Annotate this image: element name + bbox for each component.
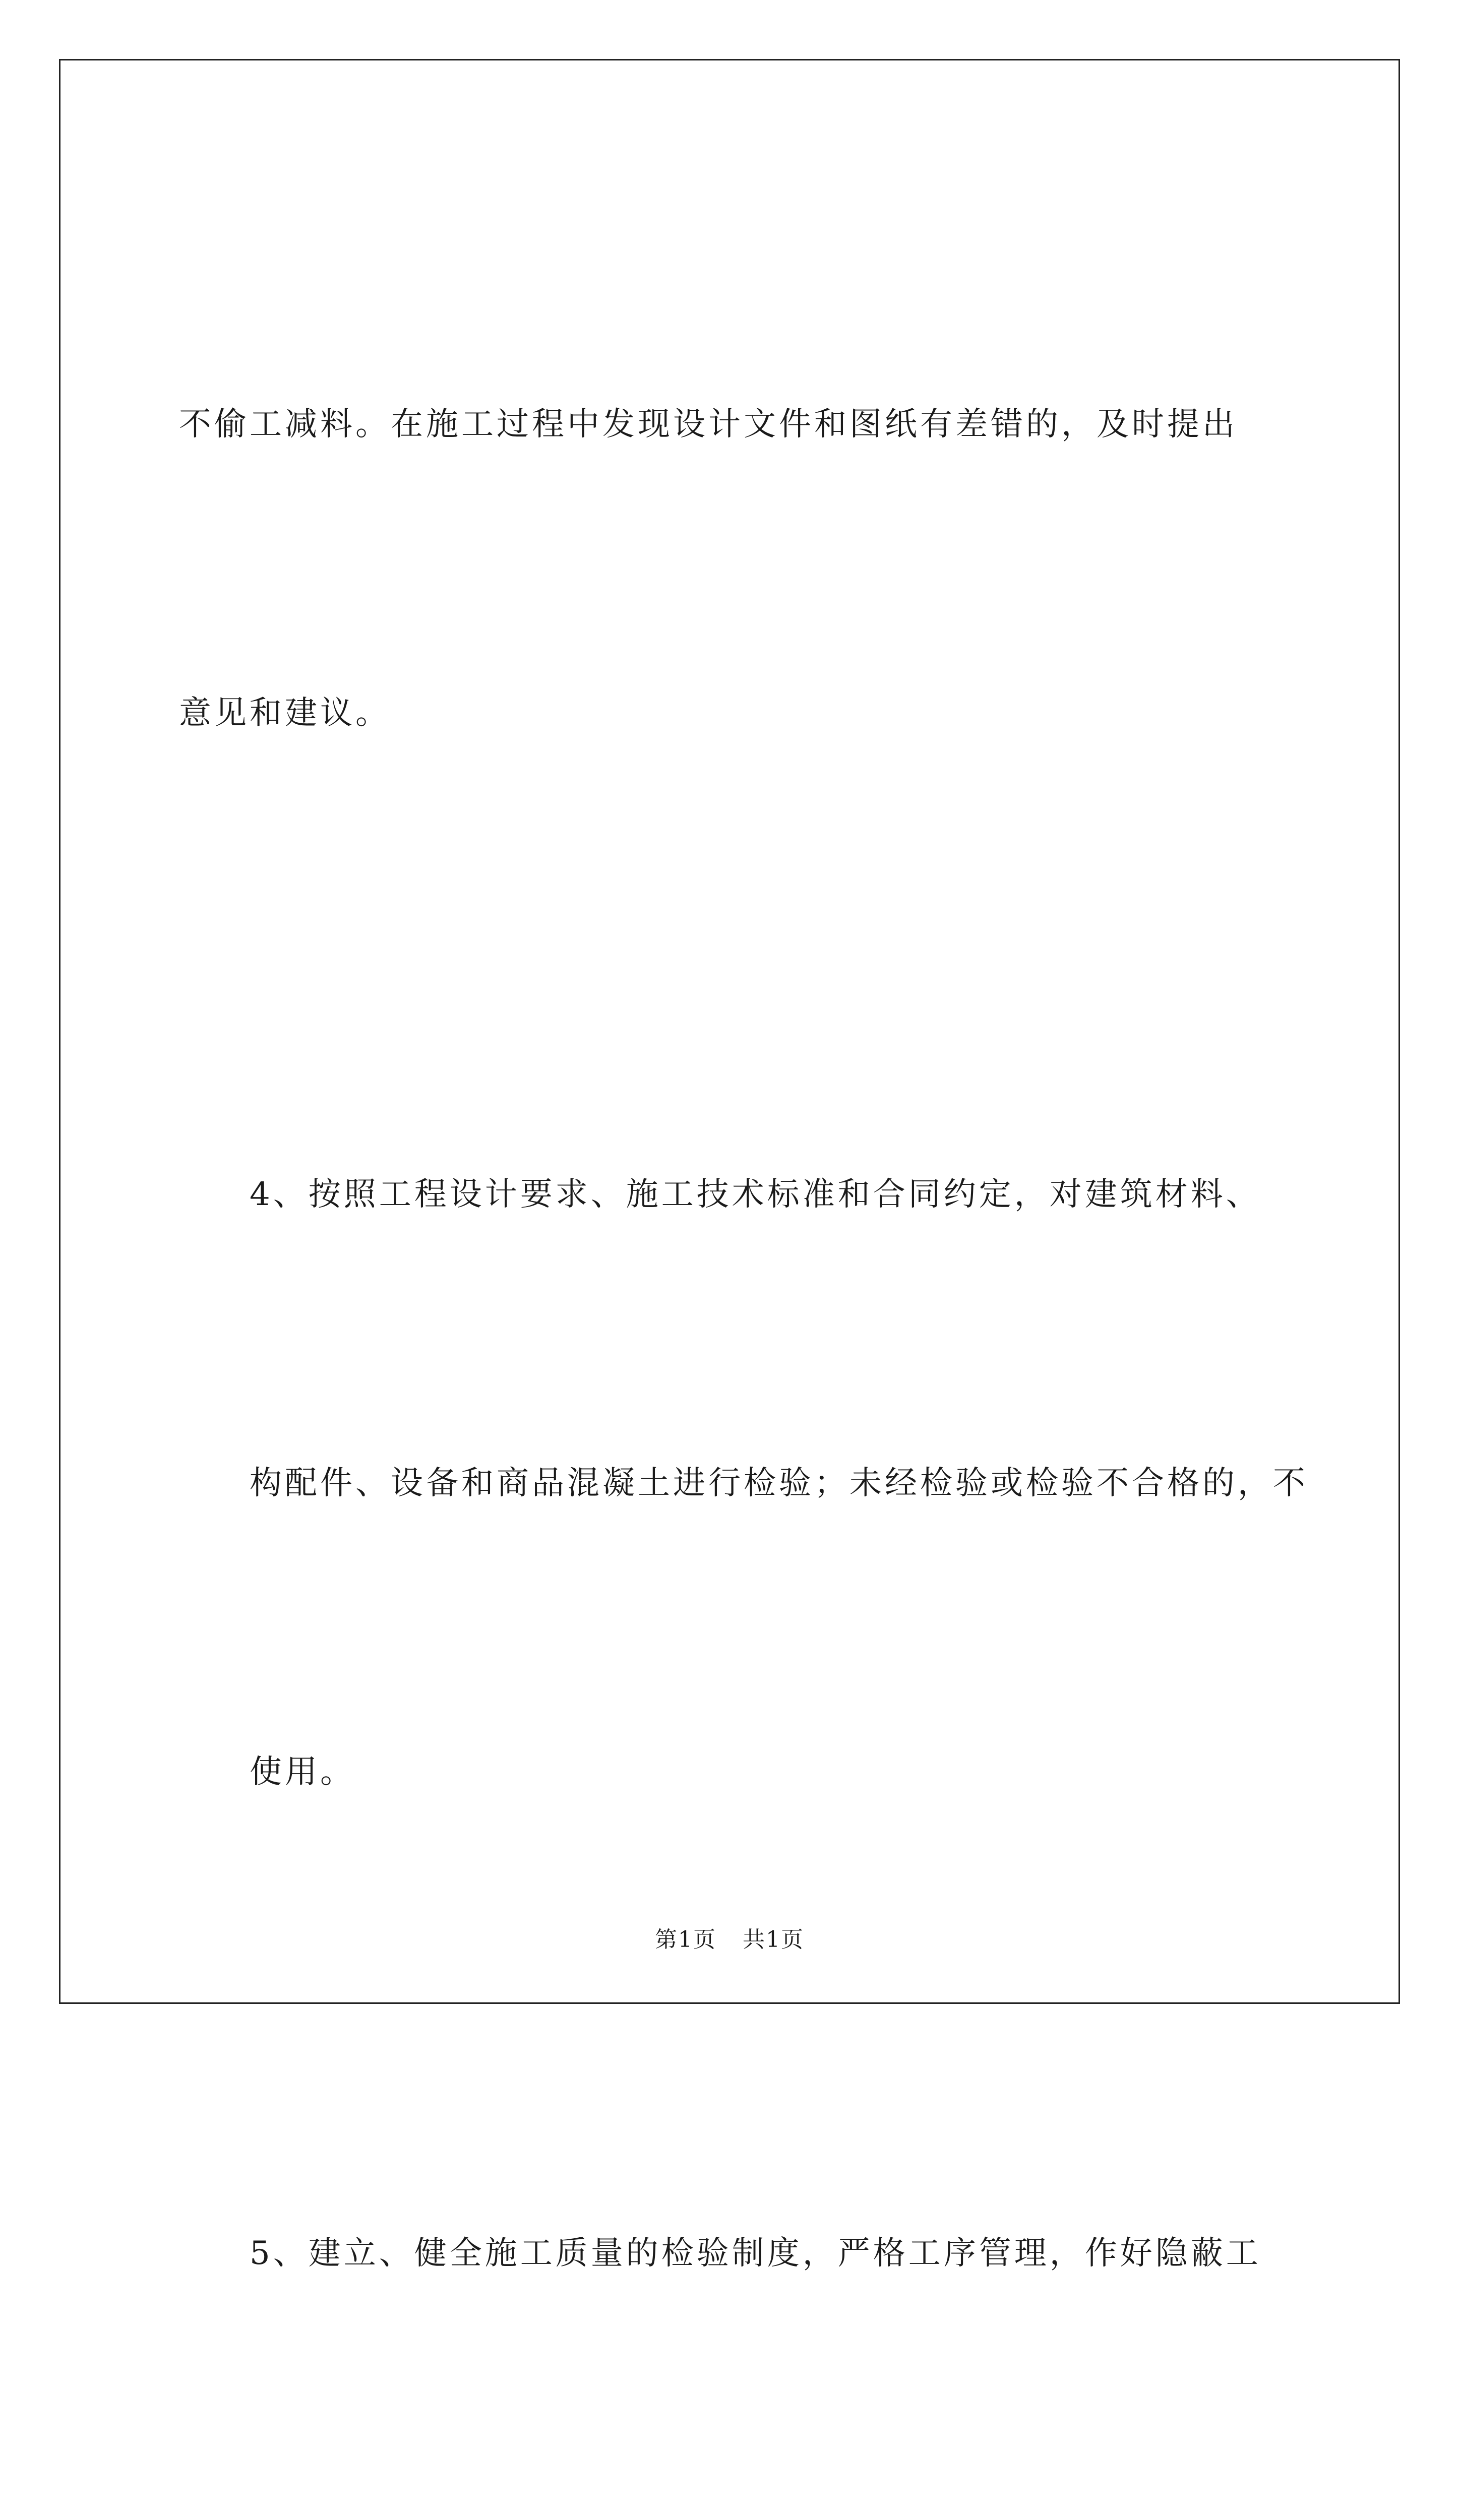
document-body (179, 184, 1313, 2520)
page-total: 共1页 (743, 1927, 804, 1952)
text-line: 不偷工减料。在施工过程中发现设计文件和图纸有差错的，及时提出 (179, 406, 1238, 443)
text-line (179, 2494, 1313, 2520)
text-line: 构配件、设备和商品混凝土进行检验；未经检验或检验不合格的，不 (250, 1465, 1308, 1502)
paragraph-1 (179, 184, 1313, 954)
text-line: 4、按照工程设计要求、施工技术标准和合同约定，对建筑材料、 (250, 1176, 1261, 1213)
text-line: 意见和建议。 (179, 695, 391, 732)
text-line: 使用。 (250, 1753, 355, 1791)
page-footer (0, 1921, 1459, 1954)
page-number: 第1页 (655, 1927, 716, 1952)
text-line: 5、建立、健全施工质量的检验制度，严格工序管理，作好隐蔽工 (250, 2235, 1261, 2272)
paragraph-item-5 (179, 2013, 1313, 2520)
paragraph-item-4 (179, 954, 1313, 2013)
